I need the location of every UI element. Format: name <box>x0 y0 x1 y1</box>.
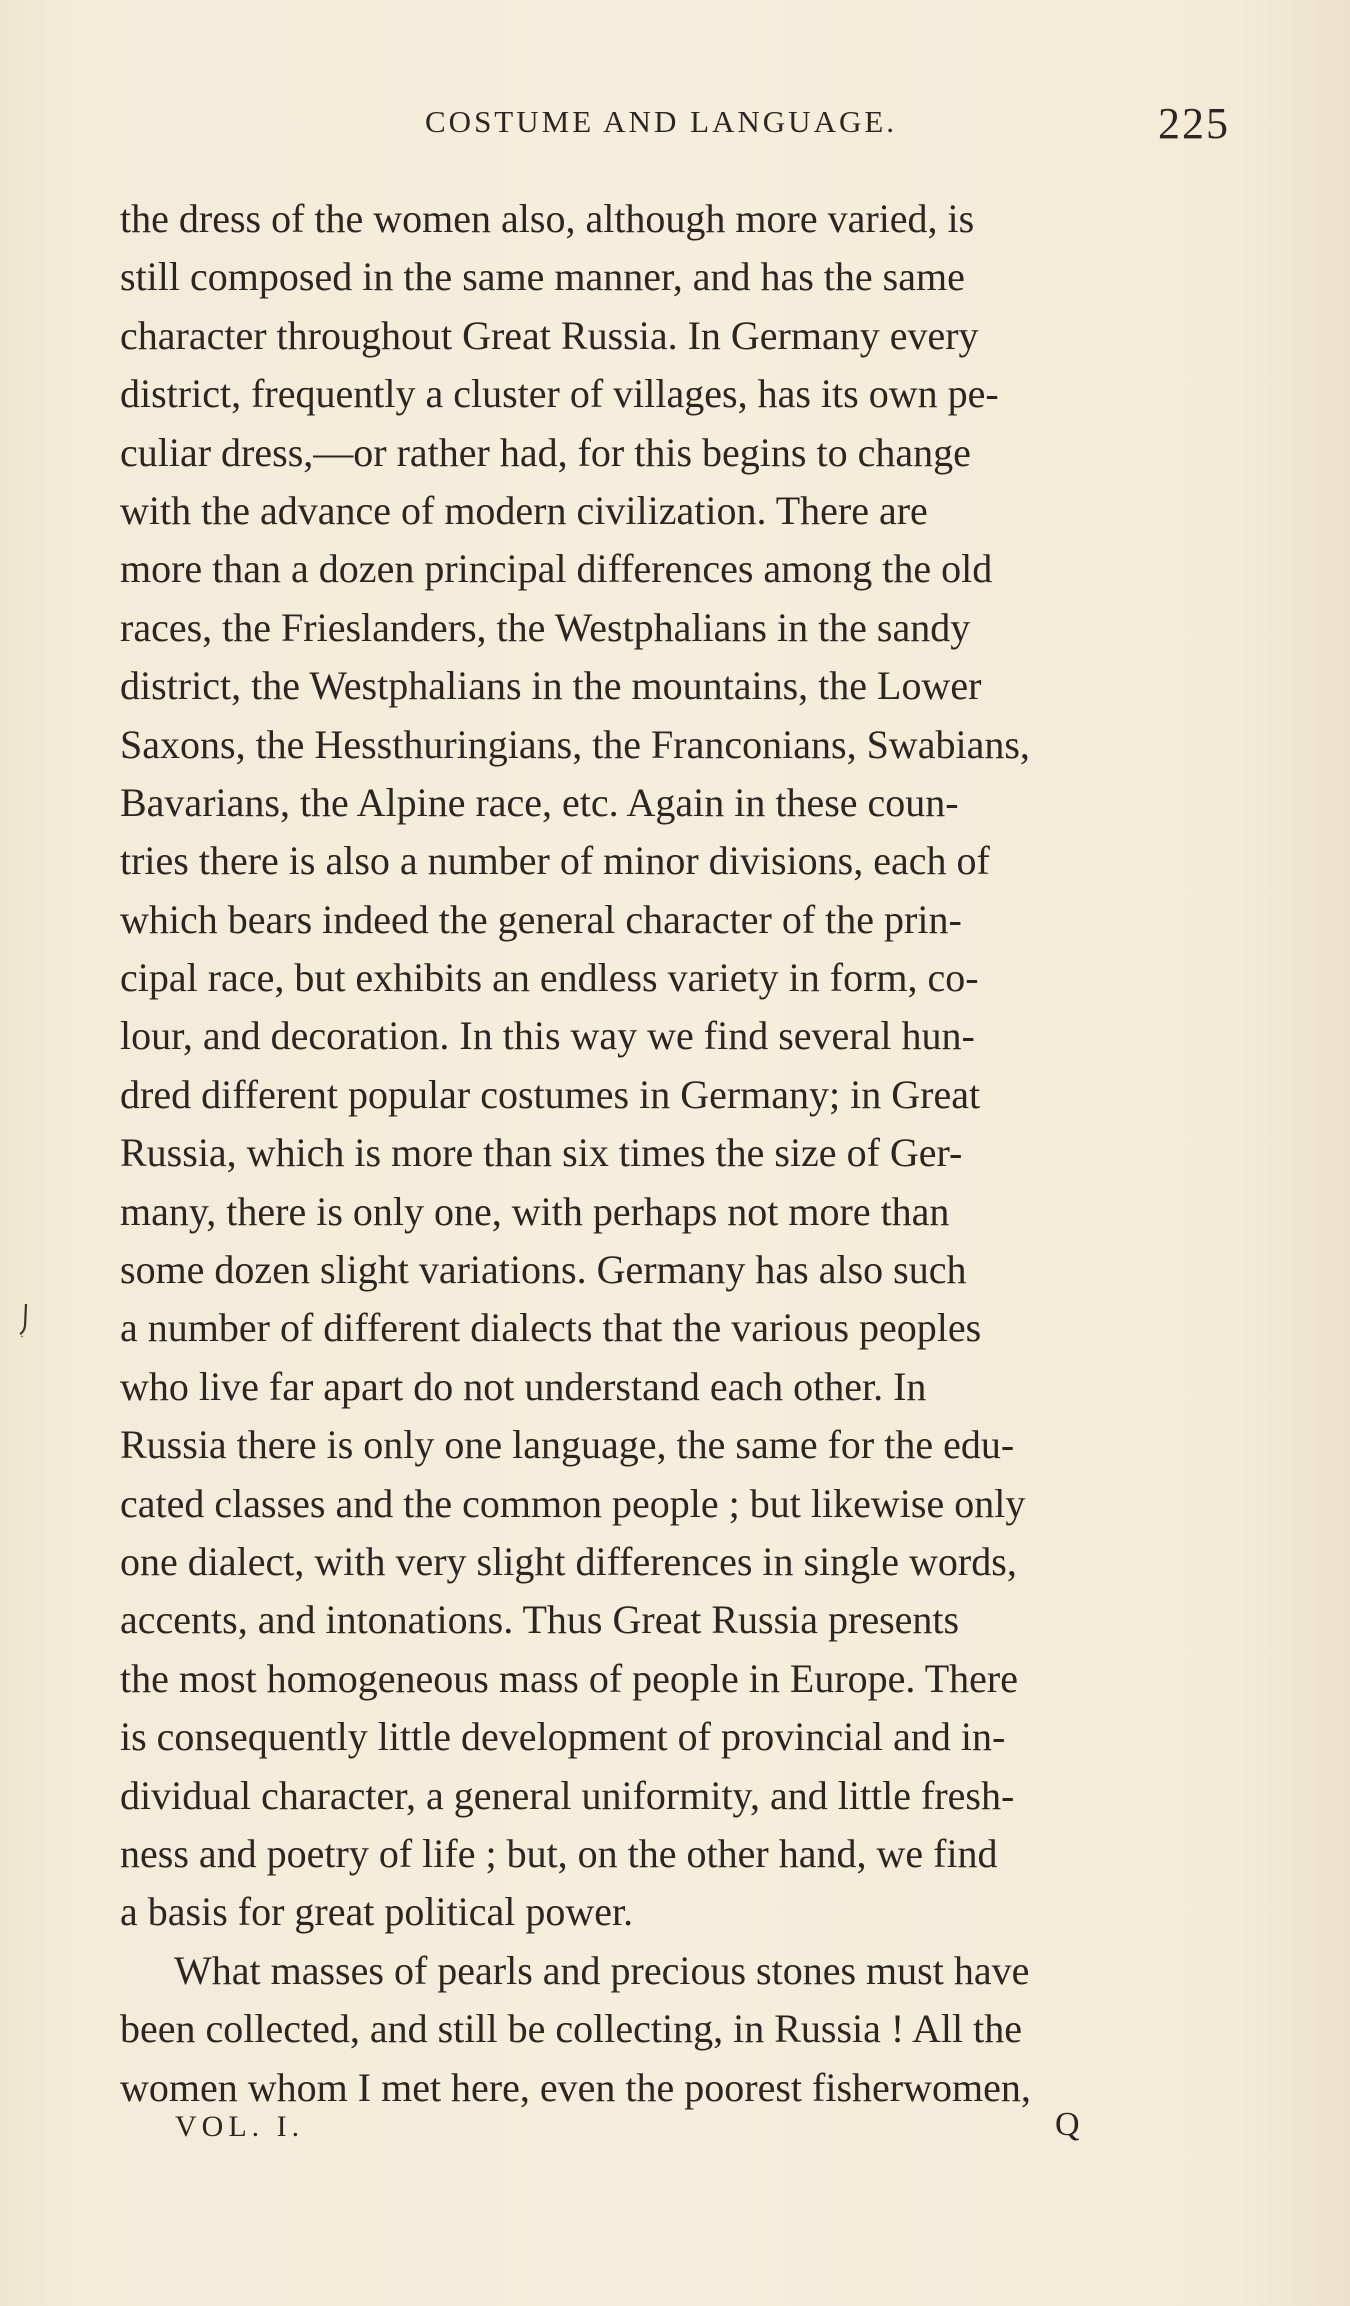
page-footer <box>175 2106 1080 2160</box>
text-line: a basis for great political power. <box>120 1889 634 1935</box>
text-line: races, the Frieslanders, the Westphalians in the sandy <box>120 604 971 650</box>
text-line: dred different popular costumes in Germany; in Great <box>120 1071 981 1117</box>
text-line: more than a dozen principal differences among the old <box>120 546 993 592</box>
text-line: one dialect, with very slight differences in single words, <box>120 1538 1017 1584</box>
text-line: been collected, and still be collecting, in Russia ! All the <box>120 2006 1022 2052</box>
text-line: a number of different dialects that the various peoples <box>120 1305 982 1351</box>
text-line: ness and poetry of life ; but, on the other hand, we find <box>120 1830 998 1876</box>
text-line: some dozen slight variations. Germany has also such <box>120 1247 967 1293</box>
running-head <box>120 98 1230 148</box>
text-line: district, the Westphalians in the mountains, the Lower <box>120 663 982 709</box>
text-line: who live far apart do not understand each other. In <box>120 1363 927 1409</box>
text-line: with the advance of modern civilization. There are <box>120 487 928 533</box>
text-line: district, frequently a cluster of villages, has its own pe- <box>120 371 999 417</box>
text-line: tries there is also a number of minor divisions, each of <box>120 838 990 884</box>
volume-signature: VOL. I. <box>175 2110 305 2143</box>
text-line: Bavarians, the Alpine race, etc. Again in these coun- <box>120 779 959 825</box>
text-line: still composed in the same manner, and has the same <box>120 254 965 300</box>
text-line: lour, and decoration. In this way we find several hun- <box>120 1013 975 1059</box>
running-title: COSTUME AND LANGUAGE. <box>425 104 898 139</box>
page-number: 225 <box>1158 99 1230 148</box>
text-line: the dress of the women also, although more varied, is <box>120 196 975 241</box>
text-line: the most homogeneous mass of people in Europe. There <box>120 1655 1018 1701</box>
text-line: Russia, which is more than six times the size of Ger- <box>120 1130 963 1176</box>
text-line: women whom I met here, even the poorest fisherwomen, <box>120 2064 1031 2110</box>
paragraph-start-line: What masses of pearls and precious stones must have <box>174 1947 1030 1993</box>
signature-mark: Q <box>1055 2106 1080 2143</box>
text-line: many, there is only one, with perhaps not more than <box>120 1188 950 1234</box>
text-line: culiar dress,—or rather had, for this begins to change <box>120 429 971 475</box>
text-line: cated classes and the common people ; but likewise only <box>120 1480 1026 1526</box>
text-line: character throughout Great Russia. In Germany every <box>120 312 979 358</box>
margin-mark-icon <box>18 1302 30 1338</box>
text-line: dividual character, a general uniformity, and little fresh- <box>120 1772 1015 1818</box>
body-text <box>120 190 1230 2117</box>
text-line: which bears indeed the general character of the prin- <box>120 896 962 942</box>
text-line: Russia there is only one language, the same for the edu- <box>120 1422 1015 1468</box>
text-line: accents, and intonations. Thus Great Russia presents <box>120 1597 960 1643</box>
text-line: Saxons, the Hessthuringians, the Franconians, Swabians, <box>120 721 1030 767</box>
text-line: is consequently little development of provincial and in- <box>120 1714 1006 1760</box>
text-line: cipal race, but exhibits an endless variety in form, co- <box>120 955 979 1001</box>
